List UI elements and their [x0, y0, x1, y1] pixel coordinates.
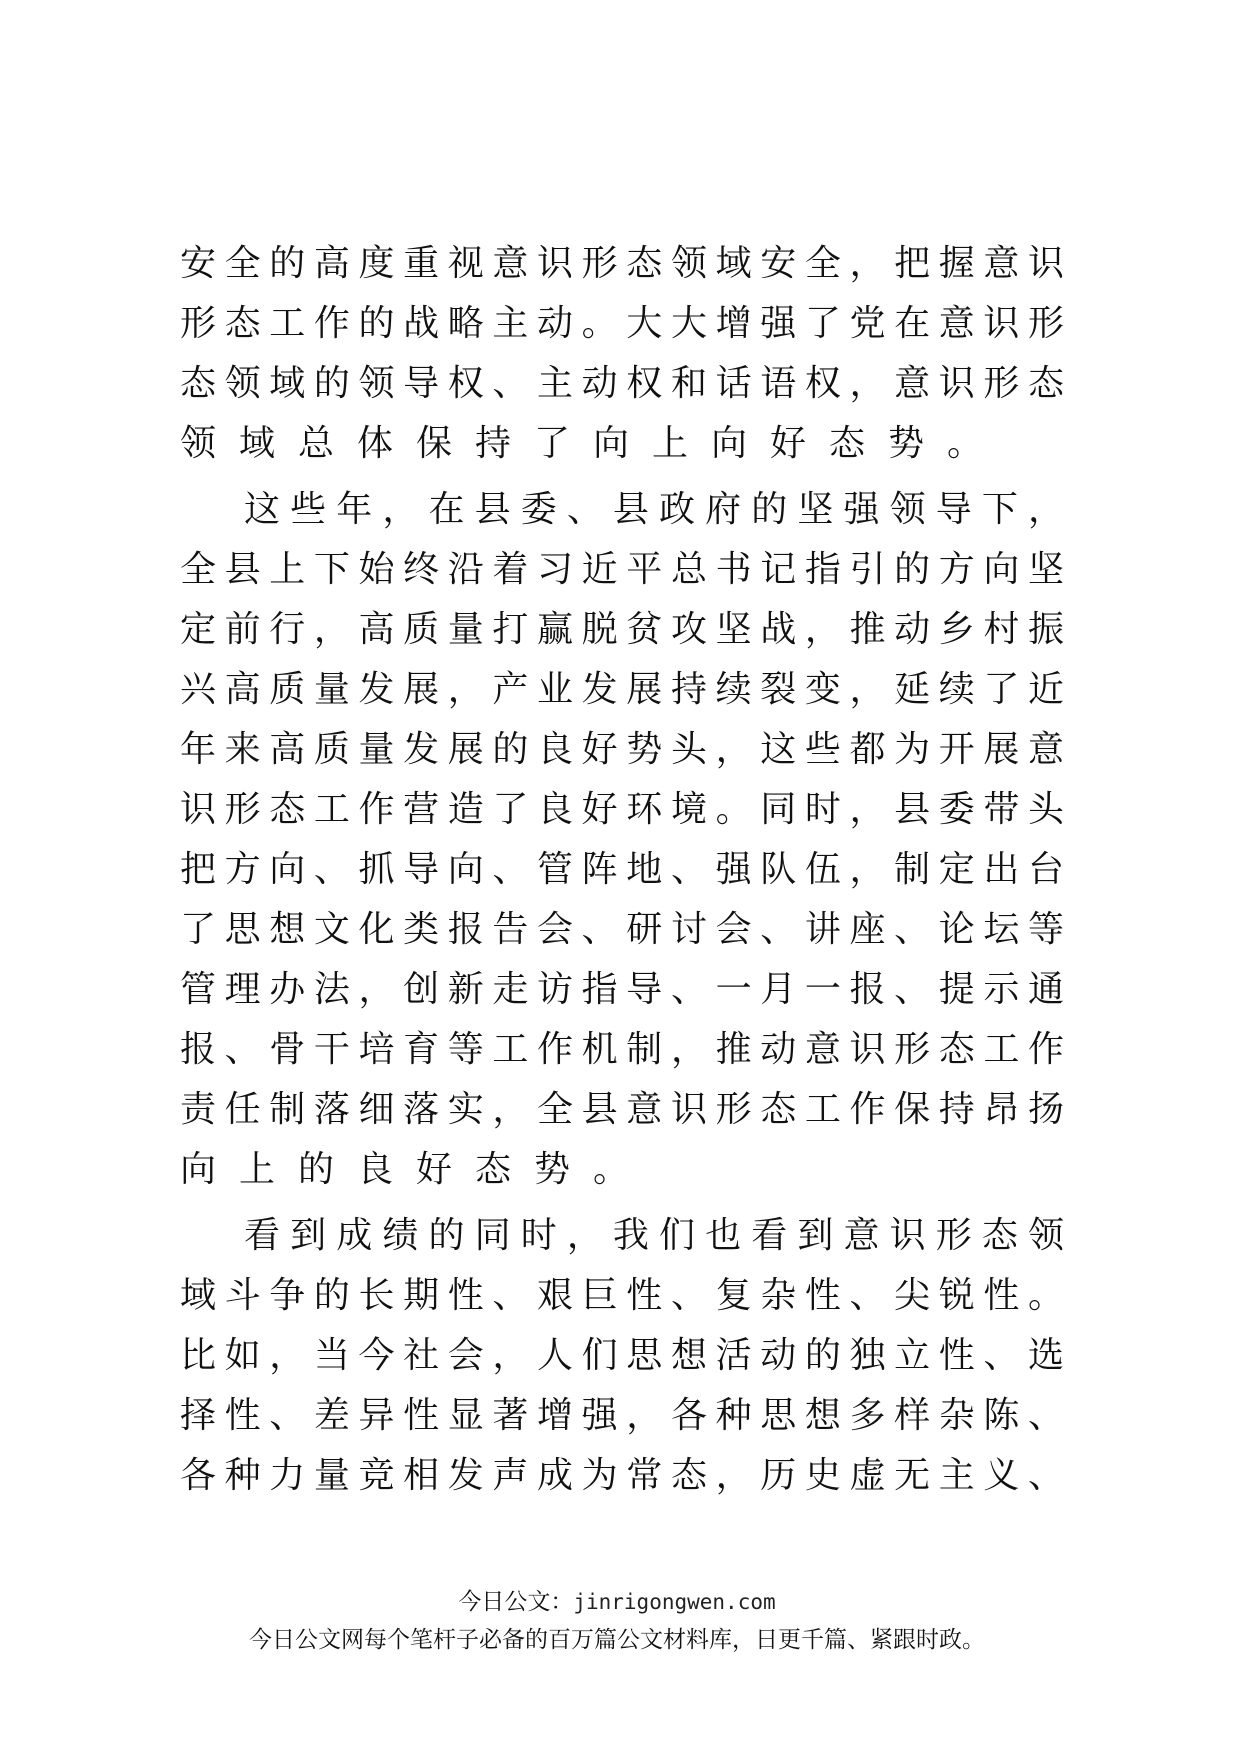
footer-label: 今日公文：	[458, 1589, 574, 1615]
body-line: 责任制落细落实，全县意识形态工作保持昂扬	[180, 1089, 1064, 1130]
body-line: 向上的良好态势。	[180, 1149, 653, 1190]
body-line: 管理办法，创新走访指导、一月一报、提示通	[180, 969, 1064, 1010]
body-line: 域斗争的长期性、艰巨性、复杂性、尖锐性。	[180, 1275, 1064, 1316]
footer-url-link[interactable]: jinrigongwen.com	[573, 1590, 776, 1614]
document-body	[180, 234, 1064, 1506]
body-line: 择性、差异性显著增强，各种思想多样杂陈、	[180, 1395, 1064, 1436]
body-line: 定前行，高质量打赢脱贫攻坚战，推动乡村振	[180, 609, 1064, 650]
body-line: 全县上下始终沿着习近平总书记指引的方向坚	[180, 549, 1064, 590]
footer-slogan: 今日公文网每个笔杆子必备的百万篇公文材料库，日更千篇、紧跟时政。	[249, 1627, 985, 1653]
body-line: 这些年，在县委、县政府的坚强领导下，	[244, 489, 1064, 530]
body-line: 安全的高度重视意识形态领域安全，把握意识	[180, 243, 1064, 284]
body-line: 比如，当今社会，人们思想活动的独立性、选	[180, 1335, 1064, 1376]
body-line: 形态工作的战略主动。大大增强了党在意识形	[180, 303, 1064, 344]
footer-site-line	[0, 1583, 1234, 1616]
body-line: 看到成绩的同时，我们也看到意识形态领	[244, 1215, 1064, 1256]
body-line: 兴高质量发展，产业发展持续裂变，延续了近	[180, 669, 1064, 710]
body-line: 各种力量竞相发声成为常态，历史虚无主义、	[180, 1455, 1064, 1496]
body-line: 态领域的领导权、主动权和话语权，意识形态	[180, 363, 1064, 404]
body-line: 识形态工作营造了良好环境。同时，县委带头	[180, 789, 1064, 830]
body-line: 了思想文化类报告会、研讨会、讲座、论坛等	[180, 909, 1064, 950]
body-line: 报、骨干培育等工作机制，推动意识形态工作	[180, 1029, 1064, 1070]
body-line: 把方向、抓导向、管阵地、强队伍，制定出台	[180, 849, 1064, 890]
body-line: 年来高质量发展的良好势头，这些都为开展意	[180, 729, 1064, 770]
body-line: 领域总体保持了向上向好态势。	[180, 423, 1007, 464]
